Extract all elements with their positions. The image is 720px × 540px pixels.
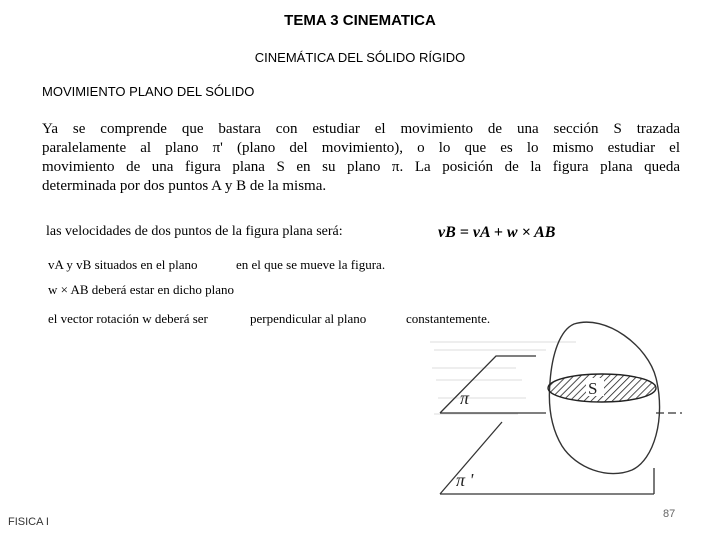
paragraph-line-3: movimiento de una figura plana S en su plano π. La posición de la figura plana queda (42, 159, 680, 175)
label-pi: π (460, 388, 470, 408)
note-vectors-in-plane: vA y vB situados en el plano (48, 257, 198, 272)
note-moving-plane: en el que se mueve la figura. (236, 257, 386, 272)
page-subtitle: CINEMÁTICA DEL SÓLIDO RÍGIDO (254, 50, 466, 65)
note-cross-product: w × AB deberá estar en dicho plano (48, 282, 235, 297)
rigid-body-figure (426, 318, 690, 498)
section-heading: MOVIMIENTO PLANO DEL SÓLIDO (42, 84, 255, 99)
intro-paragraph (42, 120, 680, 196)
page-title: TEMA 3 CINEMATICA (284, 12, 436, 29)
label-s: S (588, 379, 598, 398)
course-name: FISICA I (8, 516, 49, 528)
velocities-label: las velocidades de dos puntos de la figura plana será: (46, 224, 343, 239)
paragraph-line-1: Ya se comprende que bastara con estudiar el movimiento de una sección S trazada (42, 121, 680, 137)
note-perpendicular: perpendicular al plano (250, 311, 367, 326)
page-number: 87 (663, 508, 676, 520)
paragraph-line-2: paralelamente al plano π' (plano del movimiento), o lo que es lo mismo estudiar el (42, 140, 680, 156)
note-constantly: constantemente. (406, 311, 491, 326)
label-pi-prime: π ' (456, 470, 474, 490)
paragraph-line-4: determinada por dos puntos A y B de la misma. (42, 178, 327, 194)
note-rotation-vector: el vector rotación w deberá ser (48, 311, 208, 326)
velocity-formula: vB = vA + w × AB (438, 224, 556, 241)
